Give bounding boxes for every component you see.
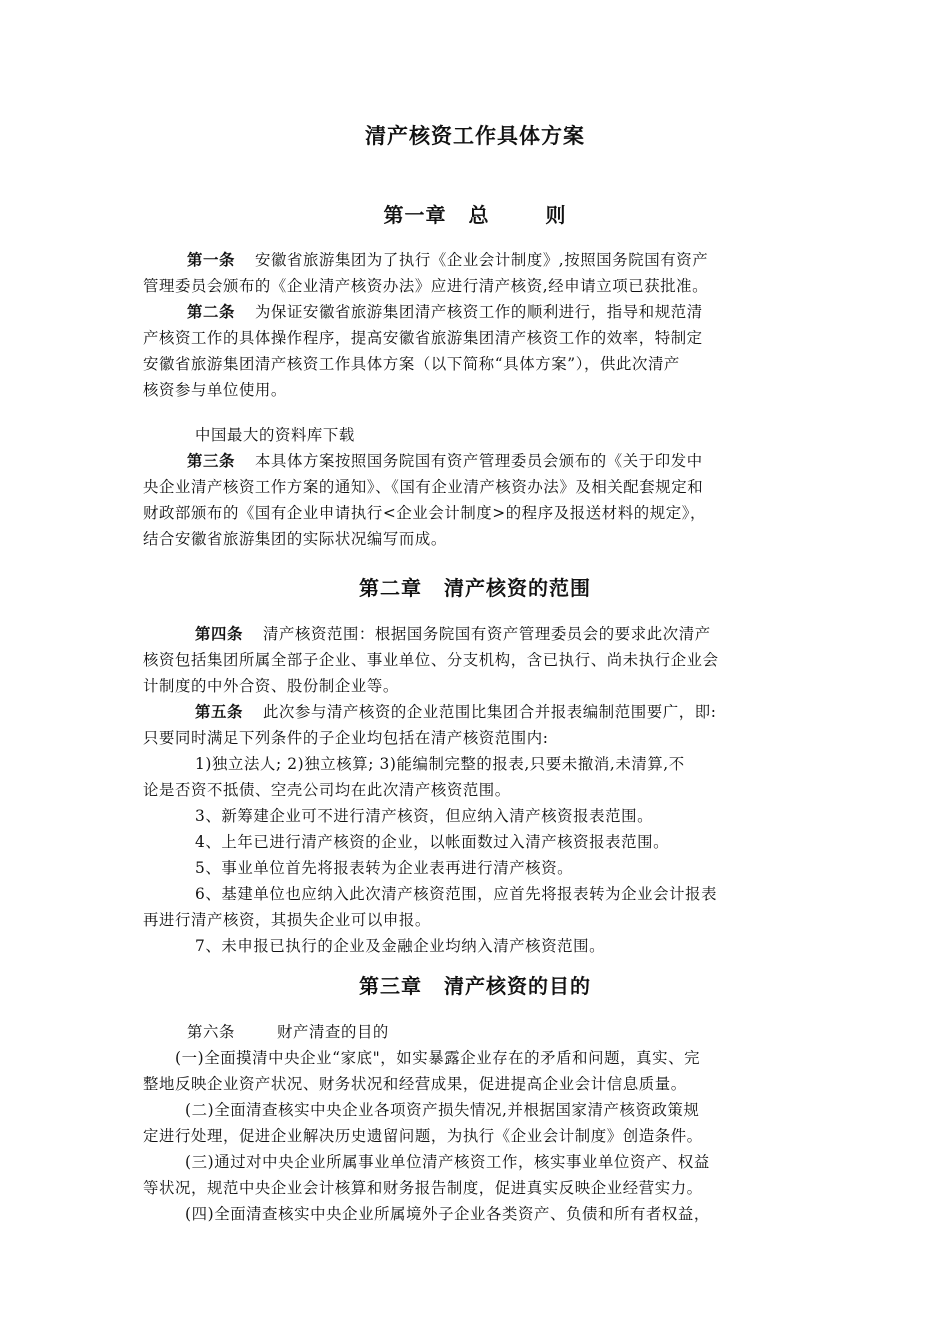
chapter-3-body: [143, 1019, 808, 1227]
chapter-1-body-cont: [143, 422, 808, 552]
article-3-line: 结合安徽省旅游集团的实际状况编写而成。: [143, 530, 447, 548]
chapter-name: 清产核资的范围: [444, 576, 591, 600]
article-label: 第一条: [187, 251, 235, 269]
article-text: 为保证安徽省旅游集团清产核资工作的顺利进行，指导和规范清: [254, 303, 703, 321]
article-4-line: [143, 621, 808, 647]
article-6-line: (二)全面清查核实中央企业各项资产损失情况,并根据国家清产核资政策规: [185, 1101, 700, 1119]
article-6-line: (三)通过对中央企业所属事业单位清产核资工作，核实事业单位资产、权益: [185, 1153, 710, 1171]
chapter-2-body: [143, 621, 808, 959]
article-5-item: 再进行清产核资，其损失企业可以申报。: [143, 911, 431, 929]
chapter-number: 第一章: [383, 203, 447, 227]
article-2-line: 安徽省旅游集团清产核资工作具体方案（以下简称“具体方案”），供此次清产: [143, 355, 680, 373]
article-6-line: 整地反映企业资产状况、财务状况和经营成果，促进提高企业会计信息质量。: [143, 1075, 687, 1093]
article-4-line: 核资包括集团所属全部子企业、事业单位、分支机构，含已执行、尚未执行企业会: [143, 651, 719, 669]
article-6-line: 等状况，规范中央企业会计核算和财务报告制度，促进真实反映企业经营实力。: [143, 1179, 703, 1197]
article-text: 财产清查的目的: [276, 1023, 389, 1041]
article-5-line: 只要同时满足下列条件的子企业均包括在清产核资范围内:: [143, 729, 549, 747]
article-5-line: 1)独立法人; 2)独立核算; 3)能编制完整的报表,只要未撤消,未清算,不: [195, 755, 685, 773]
article-2-line: 核资参与单位使用。: [143, 381, 287, 399]
article-5-line: 论是否资不抵债、空壳公司均在此次清产核资范围。: [143, 781, 511, 799]
chapter-1-body: [143, 247, 808, 403]
article-5-item: 7、未申报已执行的企业及金融企业均纳入清产核资范围。: [195, 937, 606, 955]
article-text: 此次参与清产核资的企业范围比集团合并报表编制范围要广，即:: [262, 703, 717, 721]
document-title: 清产核资工作具体方案: [365, 123, 585, 148]
article-5-item: 3、新筹建企业可不进行清产核资，但应纳入清产核资报表范围。: [195, 807, 654, 825]
chapter-name: 清产核资的目的: [444, 974, 591, 998]
chapter-2-heading: [0, 572, 950, 601]
chapter-3-heading: [0, 970, 950, 999]
article-3-line: 央企业清产核资工作方案的通知》、《国有企业清产核资办法》及相关配套规定和: [143, 478, 704, 496]
article-2-line: 产核资工作的具体操作程序，提高安徽省旅游集团清产核资工作的效率，特制定: [143, 329, 703, 347]
article-5-line: [143, 699, 808, 725]
article-1-line: 管理委员会颁布的《企业清产核资办法》应进行清产核资,经申请立项已获批准。: [143, 277, 709, 295]
chapter-name-part: 总: [468, 203, 490, 227]
article-3-line: [143, 448, 808, 474]
article-6-line: (一)全面摸清中央企业“家底"，如实暴露企业存在的矛盾和问题，真实、完: [175, 1049, 701, 1067]
article-5-item: 6、基建单位也应纳入此次清产核资范围，应首先将报表转为企业会计报表: [195, 885, 718, 903]
article-label: 第六条: [187, 1023, 235, 1041]
download-note: 中国最大的资料库下载: [195, 426, 355, 444]
article-6-line: 定进行处理，促进企业解决历史遗留问题，为执行《企业会计制度》创造条件。: [143, 1127, 703, 1145]
article-text: 安徽省旅游集团为了执行《企业会计制度》,按照国务院国有资产: [254, 251, 709, 269]
article-2-line: [143, 299, 808, 325]
article-5-item: 5、事业单位首先将报表转为企业表再进行清产核资。: [195, 859, 574, 877]
article-1-line: [143, 247, 808, 273]
article-6-heading: [143, 1019, 808, 1045]
chapter-number: 第二章: [359, 576, 422, 600]
article-6-line: (四)全面清查核实中央企业所属境外子企业各类资产、负债和所有者权益，: [185, 1205, 710, 1223]
article-4-line: 计制度的中外合资、股份制企业等。: [143, 677, 399, 695]
chapter-name-part: 则: [545, 203, 567, 227]
article-label: 第四条: [195, 625, 243, 643]
chapter-1-heading: [0, 199, 950, 228]
article-5-item: 4、上年已进行清产核资的企业，以帐面数过入清产核资报表范围。: [195, 833, 670, 851]
chapter-number: 第三章: [359, 974, 422, 998]
article-text: 清产核资范围：根据国务院国有资产管理委员会的要求此次清产: [262, 625, 711, 643]
article-label: 第三条: [187, 452, 235, 470]
article-3-line: 财政部颁布的《国有企业申请执行<企业会计制度>的程序及报送材料的规定》，: [143, 504, 706, 522]
article-text: 本具体方案按照国务院国有资产管理委员会颁布的《关于印发中: [254, 452, 703, 470]
article-label: 第五条: [195, 703, 243, 721]
article-label: 第二条: [187, 303, 235, 321]
